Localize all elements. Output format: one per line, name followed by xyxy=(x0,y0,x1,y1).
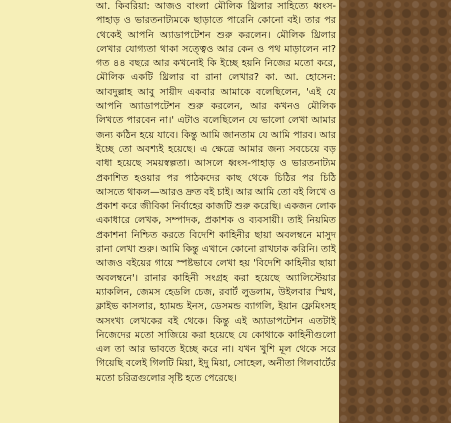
background-pattern xyxy=(339,0,451,423)
interview-text: আ. কিবরিয়া: আজও বাংলা মৌলিক থ্রিলার সাহিত্যে ধ্বংস-পাহাড় ও ভারতনাট্যমকে ছাড়াতে পারেনি কোনো বই। তার পর থেকেই আপনি অ্যাডাপটেশন শুরু করলেন। মৌলিক থ্রিলার লেখার যোগ্যতা থাকা সত্ত্বেও আর কেন ও পথ মাড়ালেন না? গত ৪৪ বছরে আর কখনোই কি ইচ্ছে হয়নি নিজের মতো করে, মৌলিক একটি থ্রিলার বা রানা লেখার? কা. আ. হোসেন: আবদুল্লাহ আবু সায়ীদ একবার আমাকে বলেছিলেন, 'এই যে আপনি অ্যাডাপটেশন শুরু করলেন, আর কখনও মৌলিক লিখতে পারবেন না।' এটাও বলেছিলেন যে ভালো লেখা আমার জন্য কঠিন হয়ে যাবে। কিন্তু আমি জানতাম যে আমি পারব। আর ইচ্ছে তো অবশ্যই হয়েছে। এ ক্ষেত্রে আমার জন্য সবচেয়ে বড় বাধা হয়েছে সময়স্বল্পতা। আসলে ধ্বংস-পাহাড় ও ভারতনাট্যম প্রকাশিত হওয়ার পর পাঠকদের কাছ থেকে চিঠির পর চিঠি আসতে থাকল—আরও দ্রুত বই চাই। আর আমি তো বই লিখে ও প্রকাশ করে জীবিকা নির্বাহের কাজটি শুরু করেছি। একজন লোক একাধারে লেখক, সম্পাদক, প্রকাশক ও ব্যবসায়ী। তাই নিয়মিত প্রকাশনা নিশ্চিত করতে বিদেশি কাহিনীর ছায়া অবলম্বনে মাসুদ রানা লেখা শুরু। আমি কিন্তু এখানে কোনো রাখঢাক করিনি। তাই আজও বইয়ের গায়ে স্পষ্টভাবে লেখা হয় 'বিদেশি কাহিনীর ছায়া অবলম্বনে'। রানার কাহিনী সংগ্রহ করা হয়েছে অ্যালিস্টেয়ার ম্যাকলিন, জেমস হেডলি চেজ, রবার্ট লুডলাম, উইলবার স্মিথ, ক্লাইভ কাসলার, হ্যামন্ড ইনস, ডেসমন্ড ব্যাগলি, ইয়ান ফ্লেমিংসহ অসংখ্য লেখকের বই থেকে। কিন্তু এই অ্যাডাপটেশন এতটাই নিজেদের মতো সাজিয়ে করা হয়েছে যে কোথাকে কাহিনীগুলো এল তা আর ভাবতে ইচ্ছে করে না। যখন খুশি মূল থেকে সরে গিয়েছি বলেই গিলটি মিয়া, ইদু মিয়া, সোহেল, অনীতা গিলবার্টের মতো চরিত্রগুলোর সৃষ্টি হতে পেরেছে। xyxy=(96,1,336,384)
